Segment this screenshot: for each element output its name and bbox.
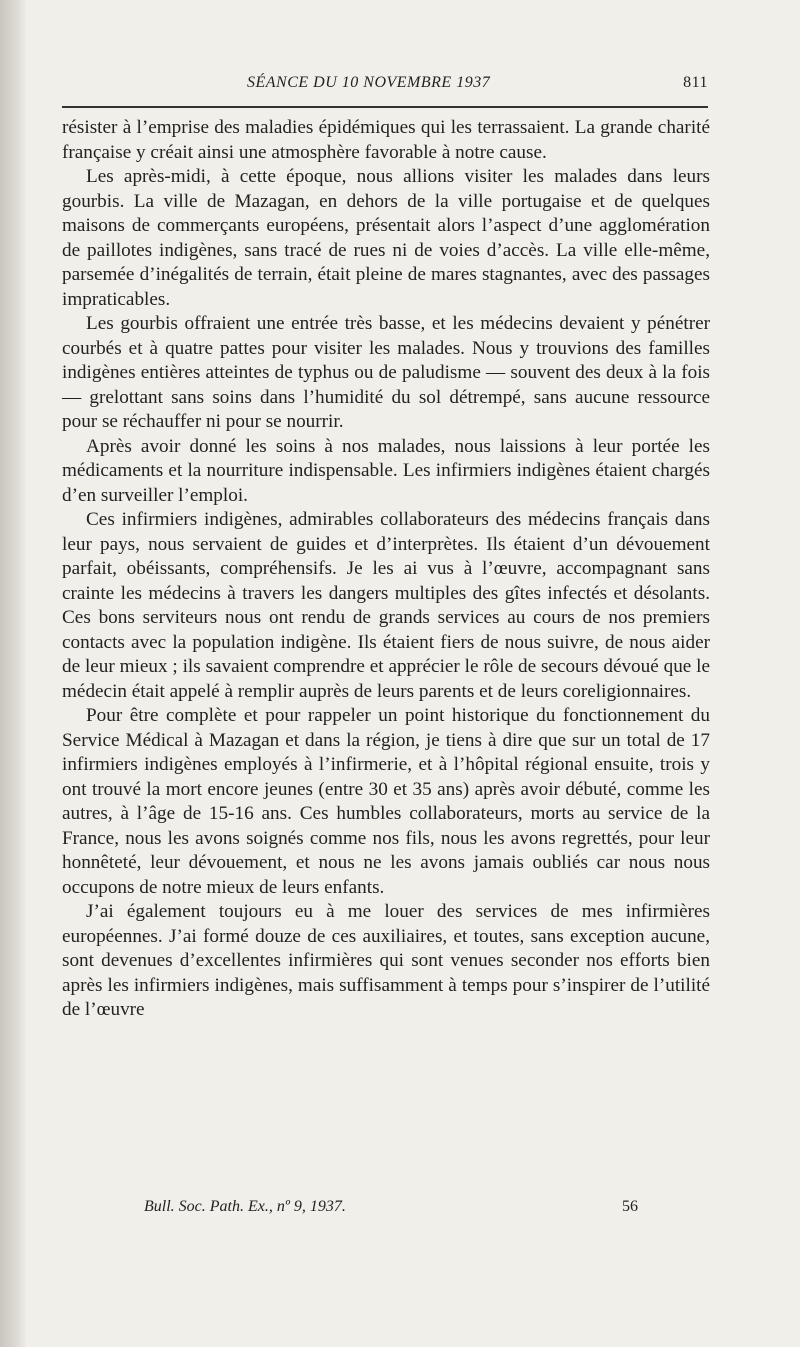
signature-mark: 56 [622,1198,638,1215]
journal-citation: Bull. Soc. Path. Ex., nº 9, 1937. [144,1198,346,1215]
paragraph: J’ai également toujours eu à me louer des services de mes infirmières européennes. J’ai formé douze de ces auxiliaires, et toutes, sans exception aucune, sont devenues d’excellentes infirmières qui sont venues seconder nos efforts bien après les infirmiers indigènes, mais suffisamment à temps pour s’inspirer de l’utilité de l’œuvre [62,901,710,1020]
paragraph: Les gourbis offraient une entrée très basse, et les médecins devaient y pénétrer courbés et à quatre pattes pour visiter les malades. Nous y trouvions des familles indigènes entières atteintes de typhus ou de paludisme — souvent des deux à la fois — grelottant sans soins dans l’humidité du sol détrempé, sans aucune ressource pour se réchauffer ni pour se nourrir. [62,313,710,432]
body-text [62,116,710,1023]
page-gutter-shadow [0,0,26,1347]
book-page [62,70,710,1215]
running-header [62,70,710,96]
header-rule [62,106,708,108]
paragraph: Pour être complète et pour rappeler un point historique du fonctionnement du Service Médical à Mazagan et dans la région, je tiens à dire que sur un total de 17 infirmiers indigènes employés à l’infirmerie, et à l’hôpital régional ensuite, trois y ont trouvé la mort encore jeunes (entre 30 et 35 ans) après avoir débuté, comme les autres, à l’âge de 15-16 ans. Ces humbles collaborateurs, morts au service de la France, nous les avons soignés comme nos fils, nous les avons regrettés, pour leur honnêteté, leur dévouement, et nous ne les avons jamais oubliés car nous nous occupons de notre mieux de leurs enfants. [62,705,710,898]
page-footer [62,1198,710,1222]
paragraph: Ces infirmiers indigènes, admirables collaborateurs des médecins français dans leur pays, nous servaient de guides et d’interprètes. Ils étaient d’un dévouement parfait, obéissants, compréhensifs. Je les ai vus à l’œuvre, accompagnant sans crainte les médecins à travers les dangers multiples des gîtes infectés et désolants. Ces bons serviteurs nous ont rendu de grands services au cours de nos premiers contacts avec la population indigène. Ils étaient fiers de nous suivre, de nous aider de leur mieux ; ils savaient comprendre et apprécier le rôle de secours dévoué que le médecin était appelé à remplir auprès de leurs parents et de leurs coreligionnaires. [62,509,710,702]
paragraph: Les après-midi, à cette époque, nous allions visiter les malades dans leurs gourbis. La ville de Mazagan, en dehors de la ville portugaise et de quelques maisons de commerçants européens, présentait alors l’aspect d’une agglomération de paillotes indigènes, sans tracé de rues ni de voies d’accès. La ville elle-même, parsemée d’inégalités de terrain, était pleine de mares stagnantes, avec des passages impraticables. [62,166,710,310]
running-title: SÉANCE DU 10 NOVEMBRE 1937 [247,74,491,91]
paragraph: résister à l’emprise des maladies épidémiques qui les terrassaient. La grande charité française y créait ainsi une atmosphère favorable à notre cause. [62,117,710,163]
page-number: 811 [683,74,708,91]
paragraph: Après avoir donné les soins à nos malades, nous laissions à leur portée les médicaments et la nourriture indispensable. Les infirmiers indigènes étaient chargés d’en surveiller l’emploi. [62,435,710,506]
